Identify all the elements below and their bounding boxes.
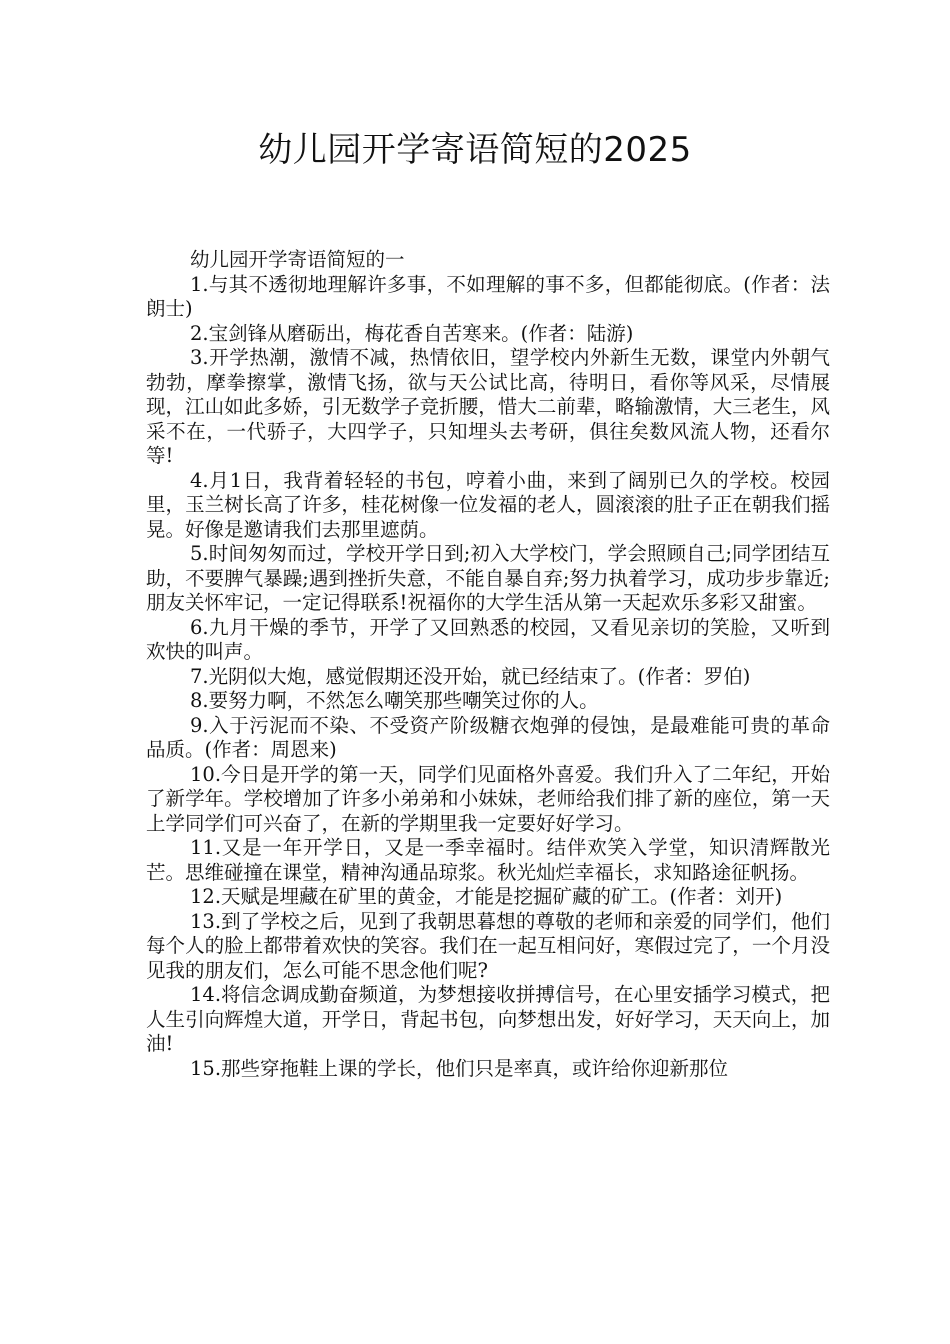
quote-paragraph-4: 4.月1日，我背着轻轻的书包，哼着小曲，来到了阔别已久的学校。校园里，玉兰树长高了许多，桂花树像一位发福的老人，圆滚滚的肚子正在朝我们摇晃。好像是邀请我们去那里遮荫。 xyxy=(146,468,830,541)
quote-paragraph-11: 11.又是一年开学日，又是一季幸福时。结伴欢笑入学堂，知识清辉散光芒。思维碰撞在课堂，精神沟通品琼浆。秋光灿烂幸福长，求知路途征帆扬。 xyxy=(146,836,830,884)
quote-paragraph-2: 2.宝剑锋从磨砺出，梅花香自苦寒来。(作者：陆游) xyxy=(190,321,634,345)
document-body xyxy=(146,248,830,1081)
quote-paragraph-12: 12.天赋是埋藏在矿里的黄金，才能是挖掘矿藏的矿工。(作者：刘开) xyxy=(190,885,783,908)
quote-paragraph-1: 1.与其不透彻地理解许多事，不如理解的事不多，但都能彻底。(作者：法朗士) xyxy=(146,272,830,320)
quote-paragraph-9: 9.入于污泥而不染、不受资产阶级糖衣炮弹的侵蚀，是最难能可贵的革命品质。(作者：周恩来) xyxy=(146,713,830,761)
quote-paragraph-5: 5.时间匆匆而过，学校开学日到;初入大学校门，学会照顾自己;同学团结互助，不要脾气暴躁;遇到挫折失意，不能自暴自弃;努力执着学习，成功步步靠近;朋友关怀牢记，一定记得联系!祝福你的大学生活从第一天起欢乐多彩又甜蜜。 xyxy=(146,542,830,614)
quote-paragraph-14: 14.将信念调成勤奋频道，为梦想接收拼搏信号，在心里安插学习模式，把人生引向辉煌大道，开学日，背起书包，向梦想出发，好好学习，天天向上，加油! xyxy=(146,983,830,1055)
quote-paragraph-13: 13.到了学校之后，见到了我朝思暮想的尊敬的老师和亲爱的同学们，他们每个人的脸上都带着欢快的笑容。我们在一起互相问好，寒假过完了，一个月没见我的朋友们，怎么可能不思念他们呢? xyxy=(146,909,830,982)
quote-paragraph-3: 3.开学热潮，激情不减，热情依旧，望学校内外新生无数，课堂内外朝气勃勃，摩拳擦掌，激情飞扬，欲与天公试比高，待明日，看你等风采，尽情展现，江山如此多娇，引无数学子竞折腰，惜大二前辈，略输激情，大三老生，风采不在，一代骄子，大四学子，只知埋头去考研，俱往矣数风流人物，还看尔等! xyxy=(146,346,830,467)
section-heading: 幼儿园开学寄语简短的一 xyxy=(190,248,405,271)
quote-paragraph-8: 8.要努力啊，不然怎么嘲笑那些嘲笑过你的人。 xyxy=(190,689,599,712)
quote-paragraph-15: 15.那些穿拖鞋上课的学长，他们只是率真，或许给你迎新那位 xyxy=(190,1056,729,1080)
document-title: 幼儿园开学寄语简短的2025 xyxy=(258,130,692,170)
quote-paragraph-10: 10.今日是开学的第一天，同学们见面格外喜爱。我们升入了二年纪，开始了新学年。学校增加了许多小弟弟和小妹妹，老师给我们排了新的座位，第一天上学同学们可兴奋了，在新的学期里我一定要好好学习。 xyxy=(146,762,830,835)
quote-paragraph-6: 6.九月干燥的季节，开学了又回熟悉的校园，又看见亲切的笑脸，又听到欢快的叫声。 xyxy=(146,615,830,663)
quote-paragraph-7: 7.光阴似大炮，感觉假期还没开始，就已经结束了。(作者：罗伯) xyxy=(190,664,751,688)
